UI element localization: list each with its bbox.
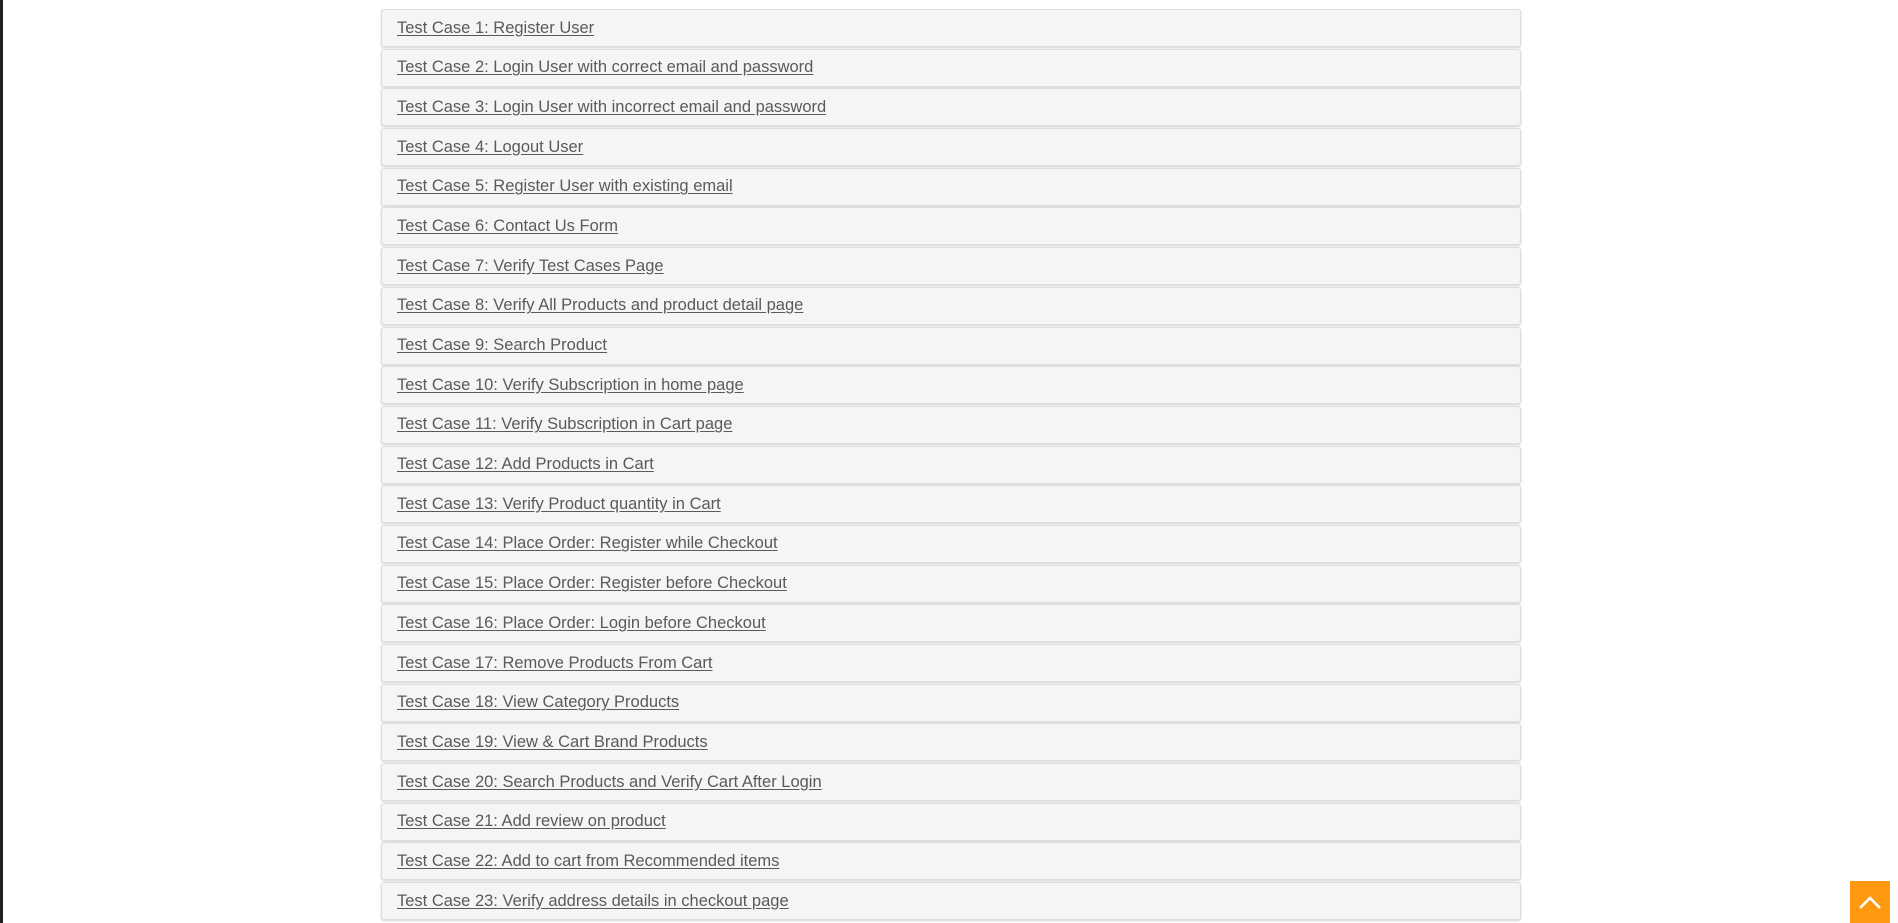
test-case-link[interactable]: Test Case 9: Search Product bbox=[397, 336, 608, 354]
test-cases-list bbox=[381, 9, 1521, 922]
test-case-link[interactable]: Test Case 5: Register User with existing email bbox=[397, 177, 733, 196]
window-left-border bbox=[0, 0, 3, 923]
test-case-row bbox=[381, 88, 1521, 126]
test-case-row bbox=[381, 446, 1521, 484]
test-case-link[interactable]: Test Case 2: Login User with correct email and password bbox=[397, 58, 814, 77]
test-case-link[interactable]: Test Case 10: Verify Subscription in home page bbox=[397, 375, 744, 394]
test-case-link[interactable]: Test Case 11: Verify Subscription in Cart page bbox=[397, 415, 733, 434]
test-case-link[interactable]: Test Case 13: Verify Product quantity in Cart bbox=[397, 494, 721, 513]
test-case-row bbox=[381, 644, 1521, 682]
test-case-link[interactable]: Test Case 17: Remove Products From Cart bbox=[397, 653, 713, 672]
test-case-link[interactable]: Test Case 14: Place Order: Register while Checkout bbox=[397, 534, 778, 553]
test-case-link[interactable]: Test Case 7: Verify Test Cases Page bbox=[397, 256, 664, 275]
test-case-row bbox=[381, 247, 1521, 285]
test-case-row bbox=[381, 207, 1521, 245]
test-case-row bbox=[381, 366, 1521, 404]
test-case-row bbox=[381, 128, 1521, 166]
test-case-row bbox=[381, 406, 1521, 444]
test-case-row bbox=[381, 485, 1521, 523]
test-case-row bbox=[381, 882, 1521, 920]
test-case-row bbox=[381, 287, 1521, 325]
test-case-row bbox=[381, 168, 1521, 206]
test-case-link[interactable]: Test Case 16: Place Order: Login before Checkout bbox=[397, 613, 766, 632]
test-case-link[interactable]: Test Case 21: Add review on product bbox=[397, 812, 666, 831]
test-case-link[interactable]: Test Case 1: Register User bbox=[397, 18, 595, 37]
test-case-row bbox=[381, 9, 1521, 47]
chevron-up-icon bbox=[1859, 895, 1881, 909]
test-case-link[interactable]: Test Case 6: Contact Us Form bbox=[397, 216, 618, 235]
test-case-row bbox=[381, 49, 1521, 87]
test-case-row bbox=[381, 803, 1521, 841]
test-case-link[interactable]: Test Case 8: Verify All Products and product detail page bbox=[397, 296, 804, 315]
test-case-link[interactable]: Test Case 4: Logout User bbox=[397, 137, 584, 156]
test-case-link[interactable]: Test Case 18: View Category Products bbox=[397, 693, 680, 712]
test-case-row bbox=[381, 525, 1521, 563]
test-case-link[interactable]: Test Case 23: Verify address details in checkout page bbox=[397, 891, 789, 910]
test-case-link[interactable]: Test Case 20: Search Products and Verify Cart After Login bbox=[397, 772, 822, 791]
test-case-row bbox=[381, 565, 1521, 603]
test-case-link[interactable]: Test Case 15: Place Order: Register before Checkout bbox=[397, 574, 787, 593]
test-case-row bbox=[381, 723, 1521, 761]
test-case-link[interactable]: Test Case 12: Add Products in Cart bbox=[397, 455, 654, 474]
test-case-row bbox=[381, 327, 1521, 365]
test-case-link[interactable]: Test Case 22: Add to cart from Recommended items bbox=[397, 851, 780, 870]
test-case-row bbox=[381, 763, 1521, 801]
test-case-row bbox=[381, 604, 1521, 642]
test-case-link[interactable]: Test Case 3: Login User with incorrect email and password bbox=[397, 97, 827, 116]
test-case-row bbox=[381, 684, 1521, 722]
test-case-link[interactable]: Test Case 19: View & Cart Brand Products bbox=[397, 732, 708, 751]
test-case-row bbox=[381, 842, 1521, 880]
scroll-up-button[interactable] bbox=[1850, 881, 1890, 923]
